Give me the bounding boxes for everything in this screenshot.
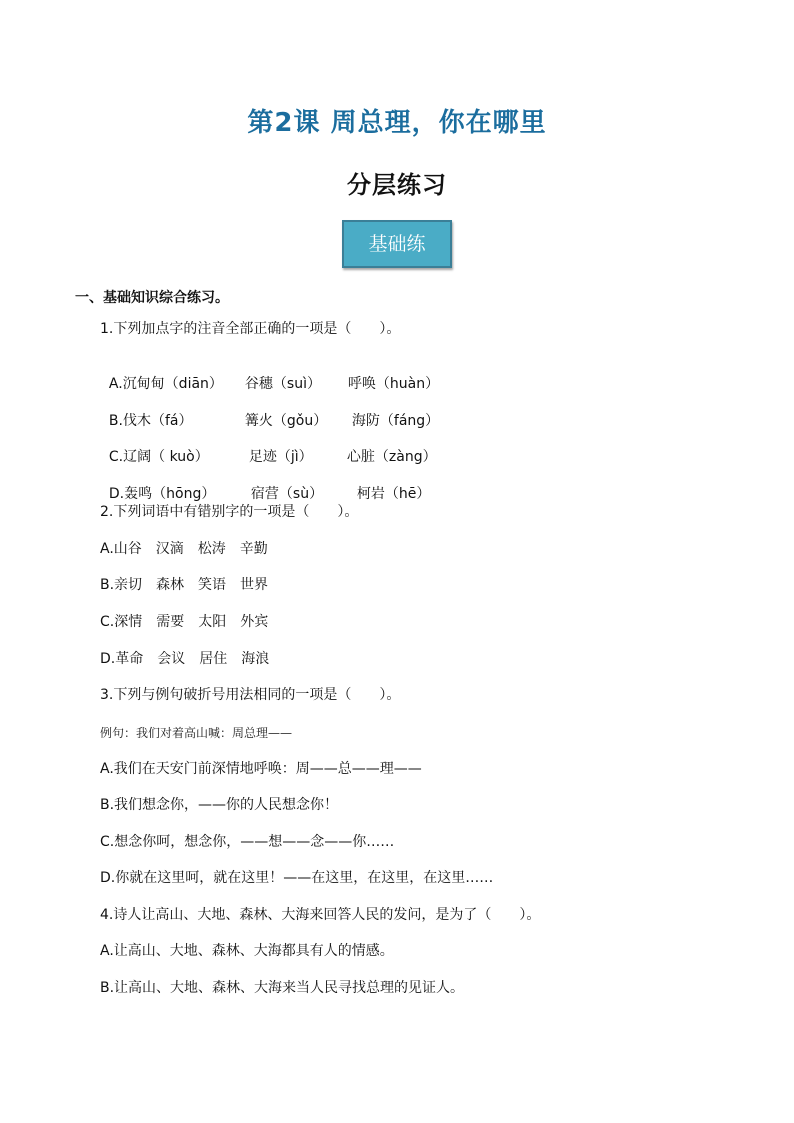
option-d-item-2: 宿营（sù） (250, 486, 324, 502)
option-c-item-3: 心脏（zàng） (346, 449, 437, 465)
question-4-stem: 4.诗人让高山、大地、森林、大海来回答人民的发问，是为了（ ）。 (100, 907, 541, 923)
option-a-item-1: A.沉甸甸（diān） (108, 376, 223, 392)
option-b-item-1: B.伐木（fá） (108, 413, 193, 429)
question-4-option-a: A.让高山、大地、森林、大海都具有人的情感。 (100, 943, 394, 959)
question-2-stem: 2.下列词语中有错别字的一项是（ ）。 (100, 504, 359, 520)
lesson-title: 第2课 周总理，你在哪里 (247, 108, 547, 138)
question-3-option-a: A.我们在天安门前深情地呼唤：周——总——理—— (100, 761, 422, 777)
question-3-example: 例句：我们对着高山喊：周总理—— (100, 726, 293, 740)
section-heading: 一、基础知识综合练习。 (75, 290, 229, 306)
question-2-option-b: B.亲切 森林 笑语 世界 (100, 577, 269, 593)
option-d-item-1: D.轰鸣（hōng） (108, 486, 216, 502)
question-1-stem: 1.下列加点字的注音全部正确的一项是（ ）。 (100, 321, 401, 337)
option-a-item-2: 谷穗（suì） (244, 376, 321, 392)
option-b-item-2: 篝火（gǒu） (244, 413, 328, 429)
question-3-option-d: D.你就在这里呵，就在这里！——在这里，在这里，在这里…… (100, 870, 494, 886)
question-1-option-b (100, 394, 439, 430)
option-a-item-3: 呼唤（huàn） (347, 376, 440, 392)
question-2-option-c: C.深情 需要 太阳 外宾 (100, 614, 269, 630)
question-3-option-b: B.我们想念你，——你的人民想念你！ (100, 797, 339, 813)
level-badge: 基础练 (342, 220, 452, 268)
question-3-stem: 3.下列与例句破折号用法相同的一项是（ ）。 (100, 687, 401, 703)
question-2-option-a: A.山谷 汉滴 松涛 辛勤 (100, 541, 268, 557)
option-b-item-3: 海防（fáng） (351, 413, 440, 429)
question-2-option-d: D.革命 会议 居住 海浪 (100, 651, 270, 667)
option-c-item-2: 足迹（jì） (248, 449, 313, 465)
question-1-option-c (100, 430, 437, 466)
option-c-item-1: C.辽阔（ kuò） (108, 449, 209, 465)
option-d-item-3: 柯岩（hē） (356, 486, 431, 502)
question-1-option-d (100, 467, 430, 503)
question-1-option-a (100, 357, 439, 393)
question-4-option-b: B.让高山、大地、森林、大海来当人民寻找总理的见证人。 (100, 980, 465, 996)
question-3-option-c: C.想念你呵，想念你，——想——念——你…… (100, 834, 395, 850)
page-subtitle: 分层练习 (347, 171, 447, 199)
